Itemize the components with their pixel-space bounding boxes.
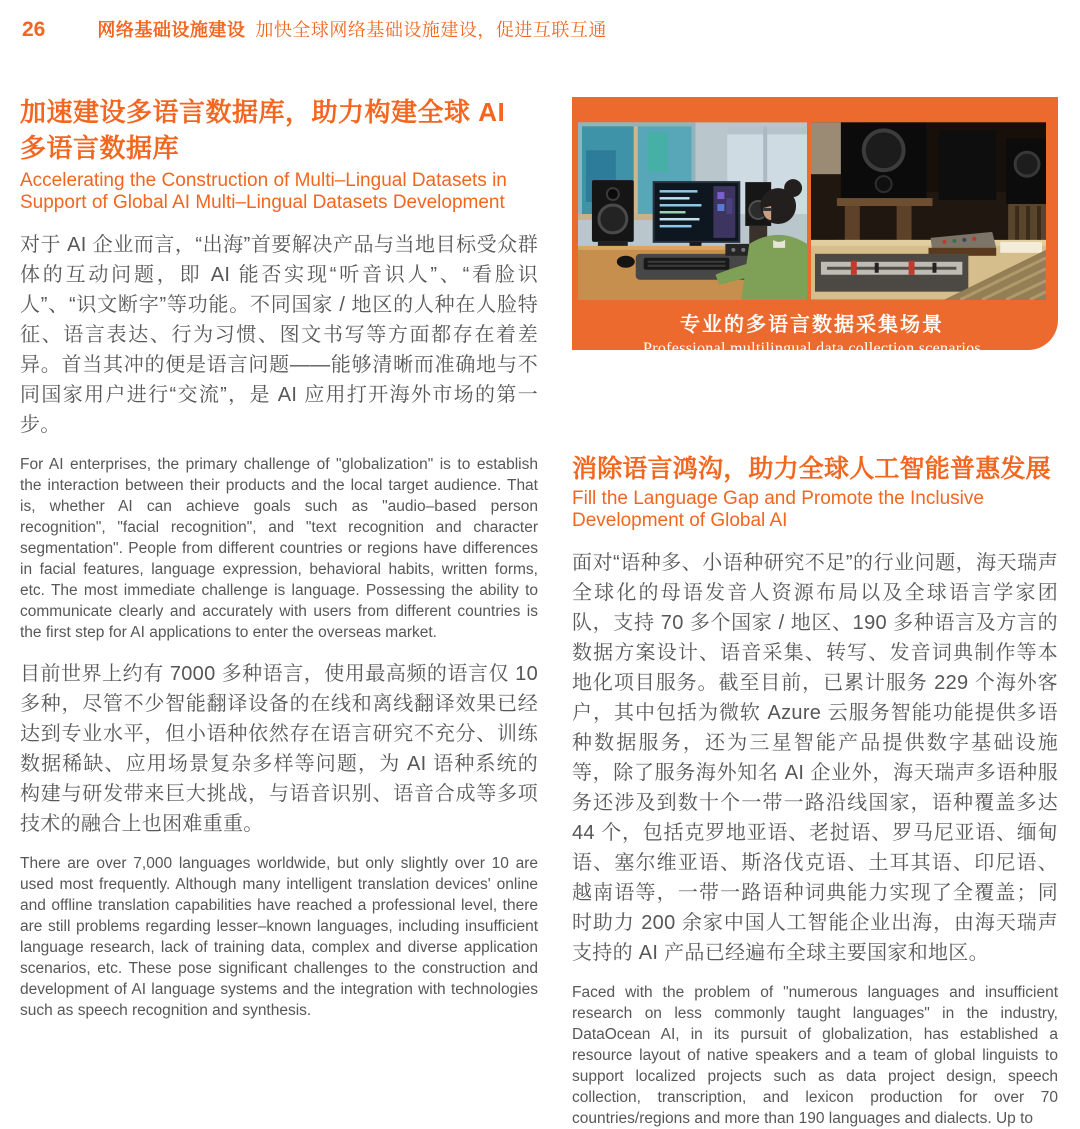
section2-paragraph-zh: 面对“语种多、小语种研究不足”的行业问题，海天瑞声全球化的母语发音人资源布局以及全球语言学家团队，支持 70 多个国家 / 地区、190 多种语言及方言的数据方案设计、语音采集、转写、发音词典制作等本地化项目服务。截至目前，已累计服务 229 个海外客户，其中包括为微软 Azure 云服务智能功能提供多语种数据服务，还为三星智能产品提供数字基础设施等，除了服务海外知名 AI 企业外，海天瑞声多语种服务还涉及到数十个一带一路沿线国家，语种覆盖多达 44 个，包括克罗地亚语、老挝语、罗马尼亚语、缅甸语、塞尔维亚语、斯洛伐克语、土耳其语、印尼语、越南语等，一带一路语种词典能力实现了全覆盖；同时助力 200 余家中国人工智能企业出海，由海天瑞声支持的 AI 产品已经遍布全球主要国家和地区。 bbox=[572, 552, 1058, 964]
studio-photos bbox=[578, 122, 1046, 300]
section1-title-zh: 加速建设多语言数据库，助力构建全球 AI 多语言数据库 bbox=[20, 97, 506, 163]
section1-paragraph1-zh: 对于 AI 企业而言，“出海”首要解决产品与当地目标受众群体的互动问题，即 AI 能否实现“听音识人”、“看脸识人”、“识文断字”等功能。不同国家 / 地区的人种在人脸特征、语言表达、行为习惯、图文书写等方面都存在着差异。首当其冲的便是语言问题——能够清晰而准确地与不同国家用户进行“交流”，是 AI 应用打开海外市场的第一步。 bbox=[20, 234, 538, 436]
section1-paragraph1-en: For AI enterprises, the primary challenge of "globalization" is to establish the interaction between their products and the local target audience. That is, whether AI can achieve goals such as "audio–based person recognition", "facial recognition", and "text recognition and character segmentation". People from different countries or regions have differences in facial features, language expression, behavioral habits, written forms, etc. The most immediate challenge is language. Possessing the ability to communicate clearly and accurately with users from different countries is the first step for AI applications to enter the overseas market. bbox=[20, 456, 538, 641]
section2-paragraph-en: Faced with the problem of "numerous languages and insufficient research on less commonly taught languages" in the industry, DataOcean AI, in its pursuit of globalization, has established a resource layout of native speakers and a team of global linguists to support localized projects such as data project design, speech collection, transcription, and lexicon production for over 70 countries/regions and more than 190 languages and dialects. Up to bbox=[572, 984, 1058, 1127]
photo-caption-zh: 专业的多语言数据采集场景 bbox=[680, 314, 944, 336]
right-column bbox=[572, 97, 1058, 1129]
section1-paragraph2-zh: 目前世界上约有 7000 多种语言，使用最高频的语言仅 10 多种，尽管不少智能翻译设备的在线和离线翻译效果已经达到专业水平，但小语种依然存在语言研究不充分、训练数据稀缺、应用场景复杂多样等问题，为 AI 语种系统的构建与研发带来巨大挑战，与语音识别、语音合成等多项技术的融合上也困难重重。 bbox=[20, 663, 538, 835]
page-number: 26 bbox=[22, 18, 46, 41]
photo-caption-en: Professional multilingual data collection scenarios bbox=[643, 340, 981, 357]
section1-paragraph2-en: There are over 7,000 languages worldwide, but only slightly over 10 are used most frequently. Although many intelligent translation devices' online and offline translation capabilities have reached a professional level, there are still problems regarding lesser–known languages, including insufficient language research, lack of training data, complex and diverse application scenarios, etc. These pose significant challenges to the construction and development of AI language systems and the integration with technologies such as speech recognition and synthesis. bbox=[20, 855, 538, 1019]
chapter-subtitle: 加快全球网络基础设施建设，促进互联互通 bbox=[255, 20, 607, 40]
section1-title-en: Accelerating the Construction of Multi–Lingual Datasets in Support of Global AI Multi–Lingual Datasets Development bbox=[20, 170, 507, 213]
page-header bbox=[22, 16, 1062, 42]
studio-photo-left bbox=[578, 122, 807, 300]
chapter-title: 网络基础设施建设 bbox=[97, 20, 246, 40]
left-column bbox=[20, 94, 538, 1021]
section2-title-en: Fill the Language Gap and Promote the Inclusive Development of Global AI bbox=[572, 488, 984, 531]
studio-photo-right bbox=[811, 122, 1046, 300]
section2 bbox=[572, 454, 1058, 1129]
section2-title-zh: 消除语言鸿沟，助力全球人工智能普惠发展 bbox=[572, 455, 1051, 483]
photo-card bbox=[572, 97, 1058, 357]
photo-caption bbox=[578, 308, 1046, 358]
